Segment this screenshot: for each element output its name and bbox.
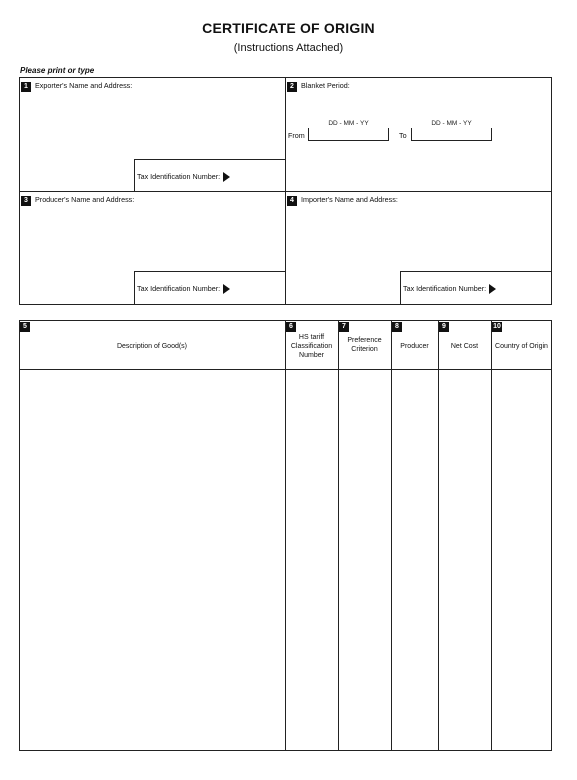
- to-date-placeholder: DD - MM - YY: [431, 120, 472, 127]
- blanket-period-label: [287, 81, 350, 92]
- from-date-line: [308, 128, 389, 141]
- col-header-country: [491, 320, 552, 369]
- exporter-label: [21, 81, 132, 92]
- from-date-placeholder: DD - MM - YY: [328, 120, 369, 127]
- description-column-body[interactable]: [20, 370, 285, 750]
- field-number-5: 5: [20, 322, 30, 332]
- to-label: To: [399, 131, 407, 140]
- field-number-9: 9: [439, 322, 449, 332]
- tax-id-label: Tax Identification Number:: [137, 284, 221, 293]
- field-number-2: 2: [287, 82, 297, 92]
- tax-id-label: Tax Identification Number:: [137, 172, 221, 181]
- col-header-producer-label: Producer: [400, 343, 429, 350]
- net-cost-column-body[interactable]: [439, 370, 491, 750]
- blanket-period-label-text: Blanket Period:: [301, 81, 350, 90]
- country-column-body[interactable]: [492, 370, 551, 750]
- col-header-hs-tariff-label: HS tariff Classification Number: [290, 334, 333, 359]
- tax-id-label: Tax Identification Number:: [403, 284, 487, 293]
- print-note: Please print or type: [20, 66, 95, 75]
- field-number-7: 7: [339, 322, 349, 332]
- field-number-1: 1: [21, 82, 31, 92]
- col-header-net-cost: [438, 320, 491, 369]
- col-header-net-cost-label: Net Cost: [450, 343, 479, 350]
- producer-label-text: Producer's Name and Address:: [35, 195, 135, 204]
- form-title: CERTIFICATE OF ORIGIN: [202, 20, 375, 36]
- arrow-right-icon: [223, 284, 230, 294]
- col-header-preference: [338, 320, 391, 369]
- importer-field[interactable]: [288, 206, 548, 270]
- exporter-field[interactable]: [22, 92, 282, 158]
- col-header-description-label: Description of Good(s): [116, 343, 188, 350]
- hs-tariff-column-body[interactable]: [286, 370, 338, 750]
- from-date-field[interactable]: [308, 120, 389, 142]
- preference-column-body[interactable]: [339, 370, 391, 750]
- exporter-tax-id-field[interactable]: [134, 159, 286, 192]
- arrow-right-icon: [223, 172, 230, 182]
- producer-column-body[interactable]: [392, 370, 438, 750]
- form-subtitle: (Instructions Attached): [233, 42, 344, 54]
- col-header-country-label: Country of Origin: [495, 343, 548, 350]
- exporter-label-text: Exporter's Name and Address:: [35, 81, 133, 90]
- field-number-8: 8: [392, 322, 402, 332]
- col-header-description: [19, 320, 285, 369]
- field-number-10: 10: [493, 323, 501, 330]
- col-header-hs-tariff: [285, 320, 338, 369]
- producer-label: [21, 195, 134, 206]
- col-header-preference-label: Preference Criterion: [347, 337, 382, 353]
- to-date-line: [411, 128, 492, 141]
- from-label: From: [288, 131, 305, 140]
- producer-tax-id-field[interactable]: [134, 271, 286, 305]
- field-number-6: 6: [286, 322, 296, 332]
- importer-label: [287, 195, 398, 206]
- importer-tax-id-field[interactable]: [400, 271, 552, 305]
- col-header-producer: [391, 320, 438, 369]
- to-date-field[interactable]: [411, 120, 492, 142]
- producer-field[interactable]: [22, 206, 282, 270]
- arrow-right-icon: [489, 284, 496, 294]
- field-number-4: 4: [287, 196, 297, 206]
- importer-label-text: Importer's Name and Address:: [301, 195, 398, 204]
- field-number-3: 3: [21, 196, 31, 206]
